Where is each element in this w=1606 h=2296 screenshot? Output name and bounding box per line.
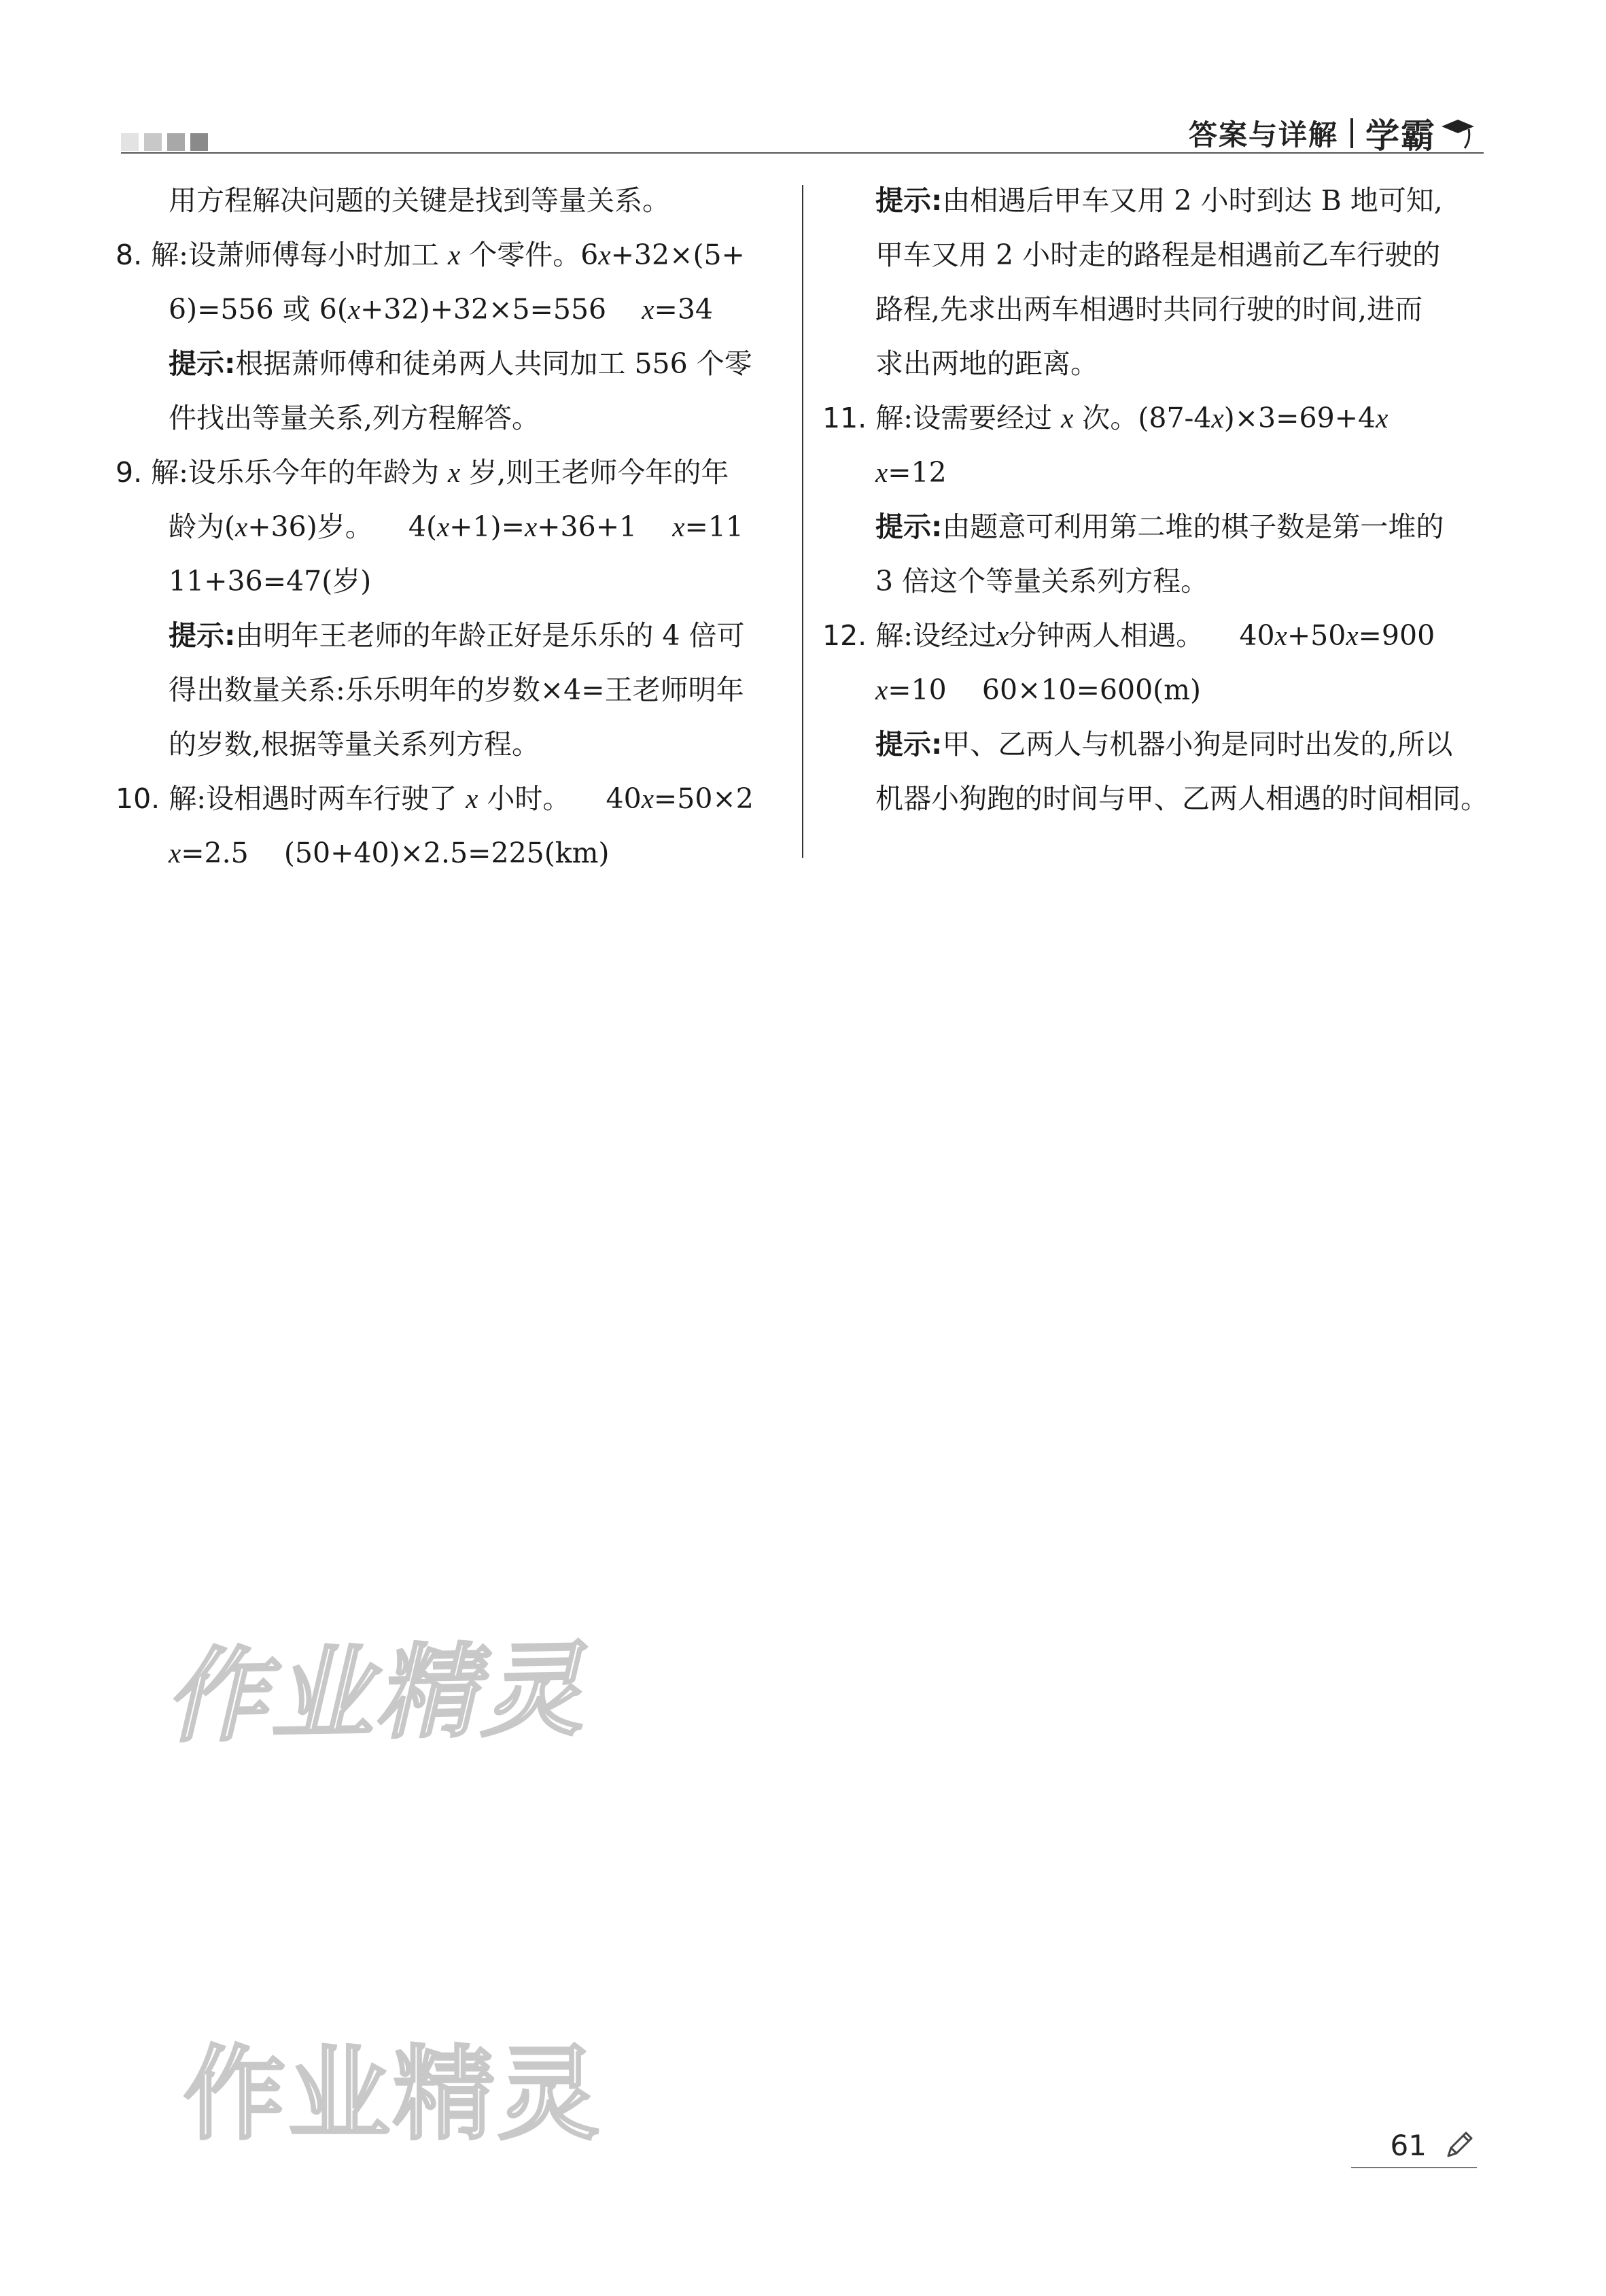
- answer-11: [822, 391, 1495, 445]
- variable: x: [1376, 402, 1389, 434]
- question-number: 8.: [116, 239, 143, 271]
- variable: x: [642, 294, 654, 325]
- watermark: 作业精灵: [184, 2036, 603, 2154]
- header-square: [190, 133, 208, 151]
- variable: x: [524, 511, 538, 542]
- answer-text: +36+1: [537, 510, 638, 543]
- hint-10-line4: 求出两地的距离。: [875, 347, 1098, 380]
- footer: [1391, 2127, 1477, 2163]
- answer-text: +1)=: [449, 510, 525, 543]
- footer-rule: [1351, 2167, 1477, 2168]
- answer-text: )×3=69+4: [1223, 402, 1376, 434]
- answer-9: [116, 445, 788, 500]
- answer-text: 解:设相遇时两车行驶了: [169, 782, 457, 815]
- answer-text: =2.5: [181, 837, 249, 869]
- variable: x: [347, 294, 361, 325]
- header-square: [121, 133, 139, 151]
- hint-text: 由相遇后甲车又用 2 小时到达 B 地可知,: [942, 184, 1443, 217]
- answer-text: 解:设萧师傅每小时加工: [151, 239, 439, 271]
- header-decoration: [121, 133, 208, 151]
- answer-text: 解:设乐乐今年的年龄为: [151, 456, 439, 489]
- variable: x: [598, 239, 611, 271]
- text-line: 用方程解决问题的关键是找到等量关系。: [169, 184, 670, 217]
- answer-text: +32)+32×5=556: [360, 293, 607, 326]
- hint-11-line2: 3 倍这个等量关系列方程。: [875, 565, 1209, 597]
- answer-text: 6)=556 或 6(: [169, 293, 348, 326]
- answer-text: 岁,则王老师今年的年: [469, 456, 729, 489]
- header-square: [167, 133, 185, 151]
- question-number: 11.: [822, 402, 867, 434]
- answer-text: 次。(87-4: [1082, 402, 1212, 434]
- hint-12-line2: 机器小狗跑的时间与甲、乙两人相遇的时间相同。: [875, 782, 1488, 815]
- answer-text: 个零件。6: [469, 239, 599, 271]
- answer-text: 解:设经过: [875, 619, 997, 652]
- column-divider: [802, 185, 803, 858]
- variable: x: [169, 837, 181, 869]
- variable: x: [448, 457, 461, 488]
- variable: x: [436, 511, 450, 542]
- variable: x: [875, 457, 888, 488]
- header: [1189, 109, 1477, 158]
- answer-text: 小时。: [487, 782, 571, 815]
- question-number: 9.: [116, 456, 143, 489]
- hint-text: 根据萧师傅和徒弟两人共同加工 556 个零: [235, 347, 752, 380]
- answer-text: =10: [888, 674, 947, 706]
- hint-9-line3: 的岁数,根据等量关系列方程。: [169, 728, 540, 761]
- left-column: [116, 173, 788, 880]
- variable: x: [1061, 402, 1074, 434]
- variable: x: [672, 511, 685, 542]
- answer-text: +36)岁。: [247, 510, 373, 543]
- hint-text: 由明年王老师的年龄正好是乐乐的 4 倍可: [235, 619, 745, 652]
- header-separator: [1350, 118, 1353, 148]
- variable: x: [875, 674, 888, 706]
- header-title: 答案与详解: [1188, 118, 1338, 152]
- right-column: [822, 173, 1495, 826]
- hint-text: 由题意可利用第二堆的棋子数是第一堆的: [942, 510, 1444, 543]
- hint-label: 提示:: [875, 184, 943, 217]
- hint-10-line3: 路程,先求出两车相遇时共同行驶的时间,进而: [875, 293, 1423, 326]
- answer-text: =12: [888, 456, 947, 489]
- hint-label: 提示:: [169, 347, 236, 380]
- answer-text: +32×(5+: [610, 239, 745, 271]
- brand-name: 学霸: [1365, 116, 1436, 156]
- variable: x: [448, 239, 461, 271]
- answer-9-line3: 11+36=47(岁): [169, 565, 372, 597]
- answer-text: 40: [1239, 619, 1275, 652]
- answer-11-line2: [822, 445, 1495, 500]
- question-number: 10.: [116, 782, 160, 815]
- answer-12: [822, 608, 1495, 663]
- answer-9-line2: [116, 500, 788, 554]
- variable: x: [235, 511, 248, 542]
- variable: x: [1274, 620, 1287, 651]
- variable: x: [1211, 402, 1224, 434]
- answer-text: +50: [1287, 619, 1346, 652]
- answer-10: [116, 771, 788, 826]
- answer-8-line2: [116, 282, 788, 336]
- hint-11: [822, 500, 1495, 554]
- answer-text: 分钟两人相遇。: [1009, 619, 1204, 652]
- pencil-icon: [1442, 2127, 1477, 2163]
- header-square: [144, 133, 162, 151]
- answer-12-line2: [822, 663, 1495, 717]
- graduation-cap-icon: [1439, 114, 1477, 152]
- variable: x: [641, 783, 654, 814]
- hint-8: [116, 336, 788, 391]
- answer-text: 龄为(: [169, 510, 235, 543]
- hint-9: [116, 608, 788, 663]
- hint-9-line2: 得出数量关系:乐乐明年的岁数×4=王老师明年: [169, 674, 744, 706]
- watermark: 作业精灵: [160, 1631, 608, 1757]
- hint-text: 甲、乙两人与机器小狗是同时出发的,所以: [942, 728, 1453, 761]
- hint-label: 提示:: [169, 619, 236, 652]
- variable: x: [1346, 620, 1359, 651]
- answer-8: [116, 228, 788, 282]
- answer-text: =50×2: [653, 782, 754, 815]
- answer-text: 解:设需要经过: [875, 402, 1053, 434]
- answer-text: 4(: [408, 510, 437, 543]
- page-number: 61: [1390, 2128, 1427, 2162]
- question-number: 12.: [822, 619, 867, 652]
- variable: x: [996, 620, 1009, 651]
- hint-label: 提示:: [875, 728, 943, 761]
- hint-8-line2: 件找出等量关系,列方程解答。: [169, 402, 540, 434]
- answer-text: =34: [654, 293, 714, 326]
- hint-10: [822, 173, 1495, 228]
- answer-text: =11: [684, 510, 744, 543]
- answer-text: =900: [1358, 619, 1435, 652]
- answer-text: 40: [606, 782, 642, 815]
- answer-text: 60×10=600(m): [981, 674, 1202, 706]
- hint-12: [822, 717, 1495, 771]
- hint-label: 提示:: [875, 510, 943, 543]
- variable: x: [466, 783, 478, 814]
- answer-text: (50+40)×2.5=225(km): [283, 837, 610, 869]
- answer-10-line2: [116, 826, 788, 880]
- hint-10-line2: 甲车又用 2 小时走的路程是相遇前乙车行驶的: [875, 239, 1441, 271]
